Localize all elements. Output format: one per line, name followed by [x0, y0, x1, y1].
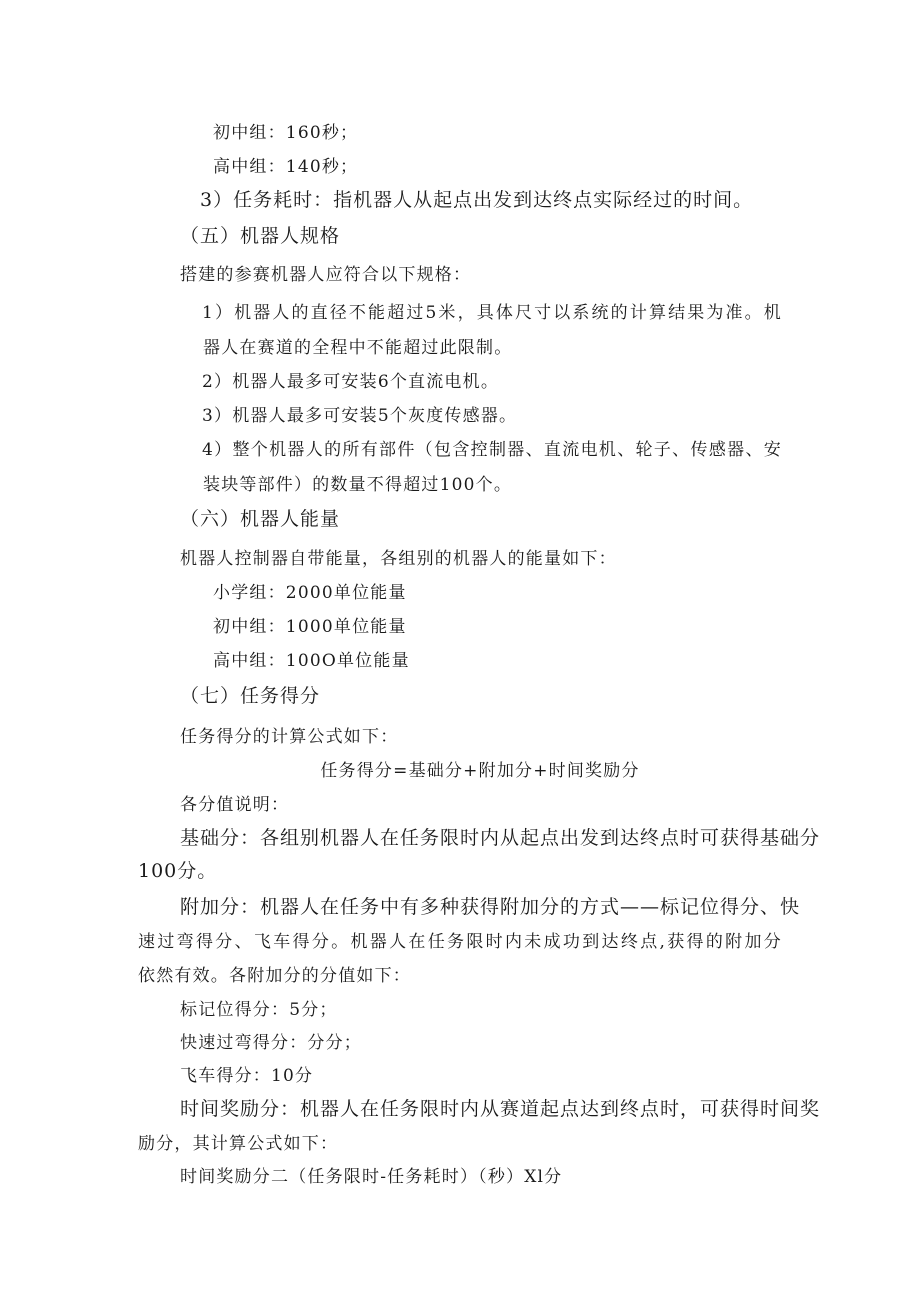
text-line: 快速过弯得分：分分； [180, 1033, 362, 1053]
formula: 时间奖励分二（任务限时-任务耗时）（秒）Xl分 [180, 1167, 563, 1187]
text-line: 3）机器人最多可安装5个灰度传感器。 [202, 406, 518, 426]
section-heading: （五）机器人规格 [180, 225, 341, 247]
formula: 任务得分=基础分+附加分+时间奖励分 [320, 761, 640, 781]
text-line: 时间奖励分：机器人在任务限时内从赛道起点达到终点时，可获得时间奖 [180, 1098, 821, 1120]
text-line: 1）机器人的直径不能超过5米，具体尺寸以系统的计算结果为准。机 [202, 303, 782, 323]
text-line: 高中组：140秒； [213, 157, 359, 177]
text-line: 100分。 [138, 860, 218, 882]
section-heading: （七）任务得分 [180, 685, 321, 707]
text-line: 初中组：160秒； [213, 123, 359, 143]
text-line: 装块等部件）的数量不得超过100个。 [203, 475, 513, 495]
text-line: 励分，其计算公式如下： [138, 1134, 339, 1154]
text-line: 高中组：100O单位能量 [213, 651, 410, 671]
text-line: 标记位得分：5分； [180, 1000, 338, 1020]
text-line: 附加分：机器人在任务中有多种获得附加分的方式——标记位得分、快 [180, 896, 801, 918]
text-line: 基础分：各组别机器人在任务限时内从起点出发到达终点时可获得基础分 [180, 827, 821, 849]
text-line: 机器人控制器自带能量，各组别的机器人的能量如下： [180, 549, 617, 569]
text-line: 初中组：1000单位能量 [213, 617, 407, 637]
text-line: 3）任务耗时：指机器人从起点出发到达终点实际经过的时间。 [200, 189, 754, 211]
text-line: 各分值说明： [180, 795, 290, 815]
text-line: 搭建的参赛机器人应符合以下规格： [180, 265, 472, 285]
text-line: 小学组：2000单位能量 [213, 583, 407, 603]
text-line: 任务得分的计算公式如下： [180, 727, 399, 747]
text-line: 飞车得分：10分 [180, 1066, 314, 1086]
text-line: 依然有效。各附加分的分值如下： [138, 966, 411, 986]
text-line: 器人在赛道的全程中不能超过此限制。 [203, 338, 513, 358]
text-line: 4）整个机器人的所有部件（包含控制器、直流电机、轮子、传感器、安 [202, 440, 782, 460]
text-line: 2）机器人最多可安装6个直流电机。 [202, 372, 500, 392]
text-line: 速过弯得分、飞车得分。机器人在任务限时内未成功到达终点,获得的附加分 [138, 932, 782, 952]
section-heading: （六）机器人能量 [180, 508, 341, 530]
